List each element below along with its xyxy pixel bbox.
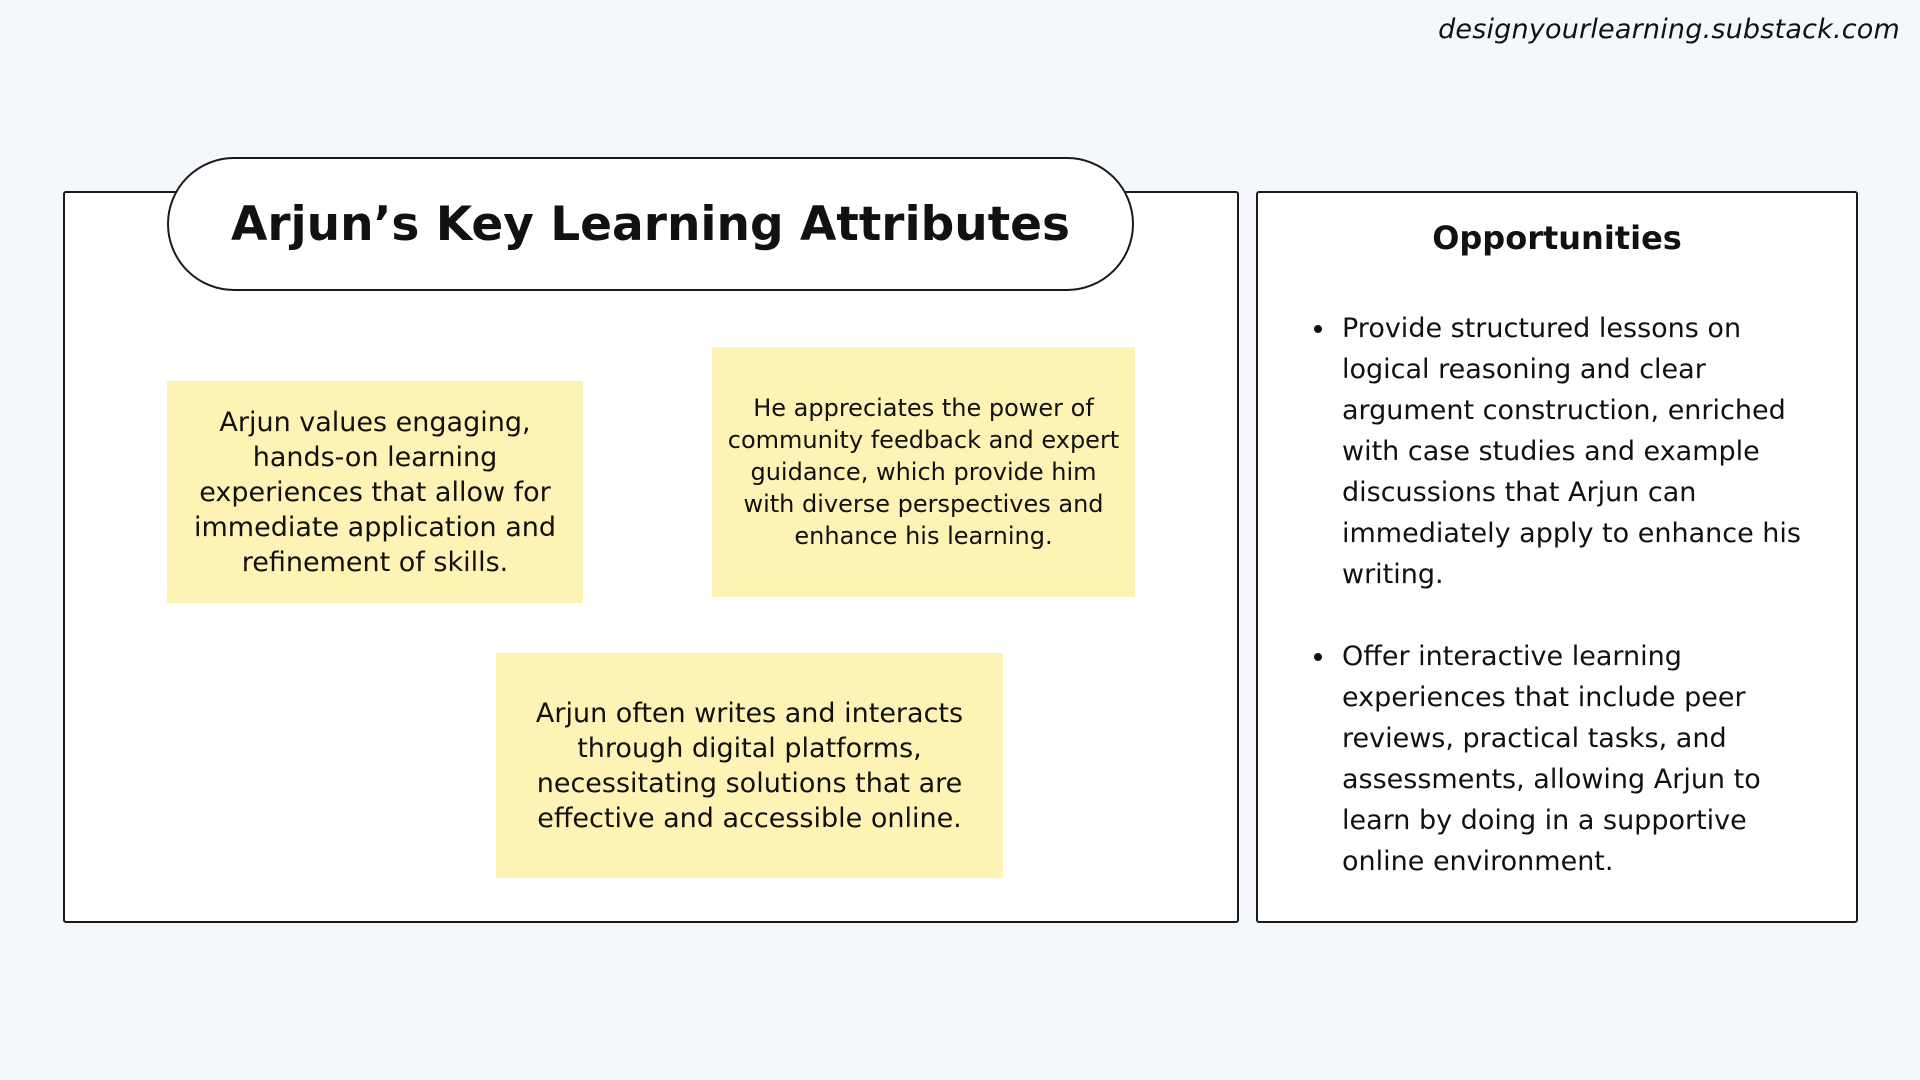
sticky-note-text: He appreciates the power of community feedback and expert guidance, which provide him with diverse perspectives and enhance his learning. — [727, 394, 1120, 550]
sticky-note-hands-on — [167, 381, 583, 603]
bullet-icon — [1314, 325, 1322, 333]
title-pill — [167, 157, 1134, 291]
attributes-title: Arjun’s Key Learning Attributes — [230, 196, 1071, 252]
opportunities-panel — [1256, 191, 1858, 923]
sticky-note-text: Arjun often writes and interacts through digital platforms, necessitating solutions that are effective and accessible online. — [535, 697, 964, 834]
bullet-icon — [1314, 653, 1322, 661]
sticky-note-text: Arjun values engaging, hands-on learning experiences that allow for immediate application and refinement of skills. — [194, 406, 556, 578]
list-item — [1314, 308, 1814, 595]
list-item-text: Provide structured lessons on logical reasoning and clear argument construction, enriched with case studies and example discussions that Arjun can immediately apply to enhance his writing. — [1342, 313, 1801, 590]
opportunities-list — [1314, 308, 1814, 923]
sticky-note-community — [712, 347, 1135, 597]
list-item — [1314, 636, 1814, 882]
sticky-note-digital — [496, 653, 1003, 878]
list-item-text: Offer interactive learning experiences that include peer reviews, practical tasks, and assessments, allowing Arjun to learn by doing in a supportive online environment. — [1342, 641, 1761, 877]
opportunities-heading: Opportunities — [1432, 219, 1682, 257]
source-url: designyourlearning.substack.com — [1438, 14, 1900, 45]
